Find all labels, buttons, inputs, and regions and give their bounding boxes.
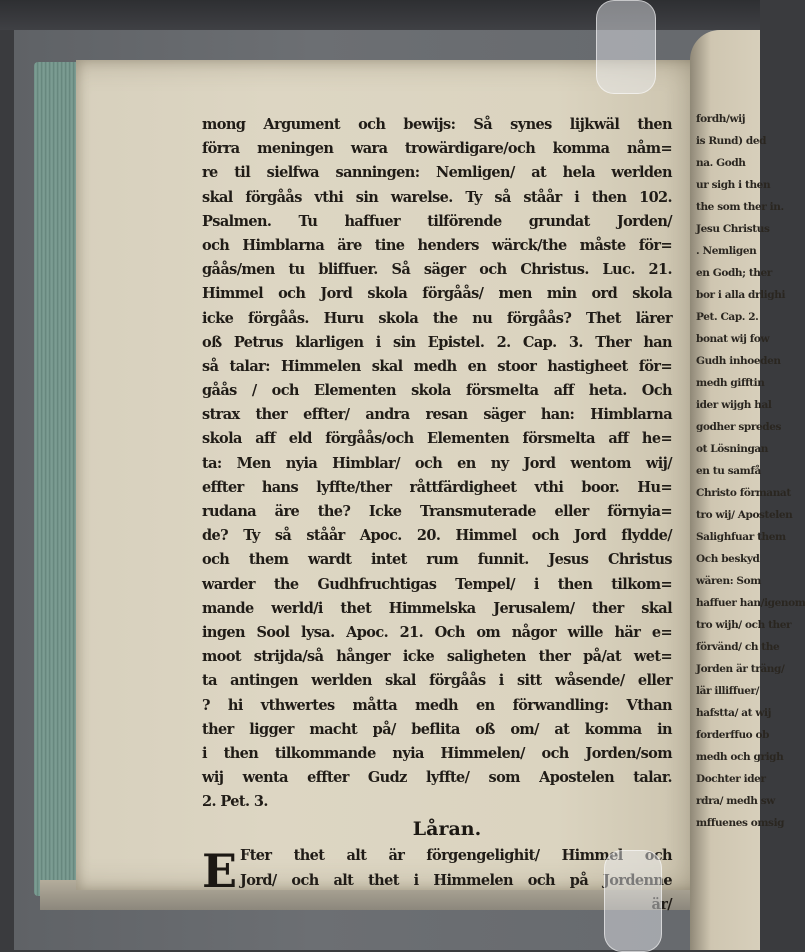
text-line: de? Ty så ståår Apoc. 20. Himmel och Jord flydde/: [202, 527, 672, 545]
facing-text-line: mffuenes omsig: [696, 817, 785, 829]
page-clip-bottom: [604, 850, 662, 952]
facing-text-line: bonat wij fow: [696, 333, 770, 345]
facing-text-line: na. Godh: [696, 157, 746, 169]
facing-text-line: tro wijh/ och ther: [696, 619, 792, 631]
text-line: re til sielfwa sanningen: Nemligen/ at hela werlden: [202, 164, 672, 182]
facing-text-line: forderffuo ob: [696, 729, 770, 741]
facing-text-line: rdra/ medh sw: [696, 795, 775, 807]
facing-text-line: Gudh inhoeden: [696, 355, 781, 367]
text-line: 2. Pet. 3.: [202, 793, 268, 811]
text-line: moot strijda/så hånger icke saligheten ther på/at wet=: [202, 648, 672, 666]
text-line: effter hans lyffte/ther råttfärdigheet vthi boor. Hu=: [202, 478, 672, 496]
facing-text-line: Dochter ider: [696, 773, 766, 785]
text-line: Fter thet alt är förgengelighit/ Himmel och: [240, 847, 672, 865]
facing-text-line: tro wij/ Apostelen: [696, 509, 793, 521]
text-line: oß Petrus klarligen i sin Epistel. 2. Cap. 3. Ther han: [202, 333, 672, 351]
text-line: förra meningen wara trowärdigare/och komma nåm=: [202, 140, 672, 158]
initial-paragraph: [202, 844, 672, 899]
facing-text-line: Salighfuar them: [696, 531, 786, 543]
facing-text-line: medh gifftin: [696, 377, 765, 389]
facing-text-line: ider wijgh hal: [696, 399, 772, 411]
text-line: Psalmen. Tu haffuer tilförende grundat Jorden/: [202, 212, 672, 230]
section-heading: Låran.: [412, 818, 482, 841]
text-line: ingen Sool lysa. Apoc. 21. Och om någor wille här e=: [202, 623, 672, 641]
facing-text-line: fordh/wij: [696, 113, 746, 125]
facing-text-line: the som ther in.: [696, 201, 784, 213]
text-line: ta: Men nyia Himblar/ och en ny Jord wentom wij/: [202, 454, 672, 472]
facing-text-line: medh och grigh: [696, 751, 784, 763]
facing-text-line: en tu samfå: [696, 465, 761, 477]
text-line: gåås / och Elementen skola försmelta aff heta. Och: [202, 382, 672, 400]
facing-text-line: Jorden är träng/: [696, 663, 785, 675]
text-line: mande werld/i thet Himmelska Jerusalem/ ther skal: [202, 599, 672, 617]
facing-text-line: en Godh; ther: [696, 267, 772, 279]
text-line: wij wenta effter Gudz lyffte/ som Apostelen talar.: [202, 769, 672, 787]
text-line: skal förgåås vthi sin warelse. Ty så ståår i then 102.: [202, 188, 672, 206]
drop-cap: E: [202, 844, 238, 899]
text-line: rudana äre the? Icke Transmuterade eller förnyia=: [202, 503, 672, 520]
facing-text-line: Jesu Christus: [696, 223, 770, 235]
text-line: strax ther effter/ andra resan säger han: Himblarna: [202, 406, 672, 424]
facing-text-line: ur sigh i then: [696, 179, 771, 191]
facing-text-line: Och beskyd: [696, 553, 760, 565]
text-line: och Himblarna äre tine henders wärck/the måste för=: [202, 236, 672, 254]
text-line: och them wardt intet rum funnit. Jesus Christus: [202, 551, 672, 569]
text-line: i then tilkommande nyia Himmelen/ och Jorden/som: [202, 744, 672, 762]
text-line: warder the Gudhfruchtigas Tempel/ i then tilkom=: [202, 575, 672, 593]
page-clip-top: [596, 0, 656, 94]
facing-text-line: bor i alla drlighi: [696, 289, 786, 301]
facing-text-line: ot Lösningan: [696, 443, 769, 455]
facing-text-line: hafstta/ at wij: [696, 707, 771, 719]
text-line: Jord/ och alt thet i Himmelen och på Jordenne: [240, 871, 672, 889]
text-line: icke förgåås. Huru skola the nu förgåås? Thet lärer: [202, 309, 672, 327]
text-line: skola aff eld förgåås/och Elementen försmelta aff he=: [202, 430, 672, 448]
facing-text-line: förvänd/ ch the: [696, 641, 780, 653]
facing-text-line: godher spredes: [696, 421, 781, 433]
text-line: gåås/men tu bliffuer. Så säger och Christus. Luc. 21.: [202, 261, 672, 279]
facing-text-line: Pet. Cap. 2.: [696, 311, 759, 323]
page-text: [202, 113, 672, 917]
facing-text-line: is Rund) ded: [696, 135, 767, 147]
facing-text-line: wären: Som: [696, 575, 761, 587]
text-line: ta antingen werlden skal förgåås i sitt wåsende/ eller: [202, 672, 672, 690]
text-line: ther ligger macht på/ beflita oß om/ at komma in: [202, 720, 672, 738]
facing-text-line: Christo förmanat: [696, 487, 791, 499]
facing-page: [690, 30, 805, 950]
facing-text-line: lär illiffuer/: [696, 685, 760, 697]
text-line: så talar: Himmelen skal medh en stoor hastigheet för=: [202, 357, 672, 375]
text-line: ? hi vthwertes måtta medh en förwandling: Vthan: [202, 696, 672, 714]
catchword: är/: [651, 895, 672, 913]
text-line: mong Argument och bewijs: Så synes lijkwäl then: [202, 116, 672, 133]
facing-text-line: . Nemligen: [696, 245, 757, 257]
facing-text-line: haffuer han/igenom: [696, 597, 805, 609]
text-line: Himmel och Jord skola förgåås/ men min ord skola: [202, 285, 672, 303]
